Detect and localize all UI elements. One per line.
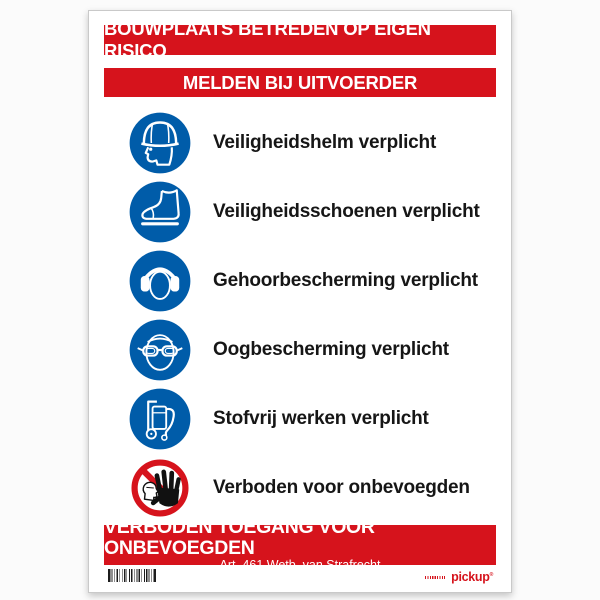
banner-no-entry-title: VERBODEN TOEGANG VOOR ONBEVOEGDEN xyxy=(104,516,375,559)
banner-enter-at-own-risk-label: BOUWPLAATS BETREDEN OP EIGEN RISICO xyxy=(104,18,431,61)
banner-report-to-supervisor xyxy=(104,68,496,97)
safety-helmet-mandatory-icon xyxy=(129,112,191,174)
banner-enter-at-own-risk xyxy=(104,18,496,61)
rules-list xyxy=(104,108,496,522)
rule-label-eye-protection: Oogbescherming verplicht xyxy=(213,338,449,360)
banner-report-to-supervisor-label: MELDEN BIJ UITVOERDER xyxy=(182,71,418,93)
ear-protection-mandatory-icon xyxy=(129,250,191,312)
pickup-logo-text: pickup xyxy=(451,570,490,584)
safety-sign-panel xyxy=(88,10,512,593)
product-code-micro-text xyxy=(425,576,445,580)
rule-label-helmet: Veiligheidshelm verplicht xyxy=(213,131,437,153)
rule-label-no-access: Verboden voor onbevoegden xyxy=(213,476,470,498)
pickup-logo xyxy=(451,571,493,584)
rule-row-ear-protection xyxy=(104,246,496,315)
no-access-prohibition-icon xyxy=(129,457,191,519)
banner-no-entry-law-reference: Art. 461 Wetb. van Strafrecht xyxy=(219,558,381,573)
registered-mark: ® xyxy=(489,571,493,578)
rule-row-dust-free xyxy=(104,384,496,453)
banner-no-entry xyxy=(104,516,496,573)
rule-row-no-access xyxy=(104,453,496,522)
dust-extraction-mandatory-icon xyxy=(129,388,191,450)
rule-row-helmet xyxy=(104,108,496,177)
brand-wrap xyxy=(425,571,493,584)
rule-row-eye-protection xyxy=(104,315,496,384)
barcode xyxy=(108,569,156,582)
safety-boots-mandatory-icon xyxy=(129,181,191,243)
rule-label-dust-free: Stofvrij werken verplicht xyxy=(213,407,429,429)
rule-label-ear-protection: Gehoorbescherming verplicht xyxy=(213,269,478,291)
rule-label-boots: Veiligheidsschoenen verplicht xyxy=(213,200,480,222)
rule-row-boots xyxy=(104,177,496,246)
eye-protection-mandatory-icon xyxy=(129,319,191,381)
